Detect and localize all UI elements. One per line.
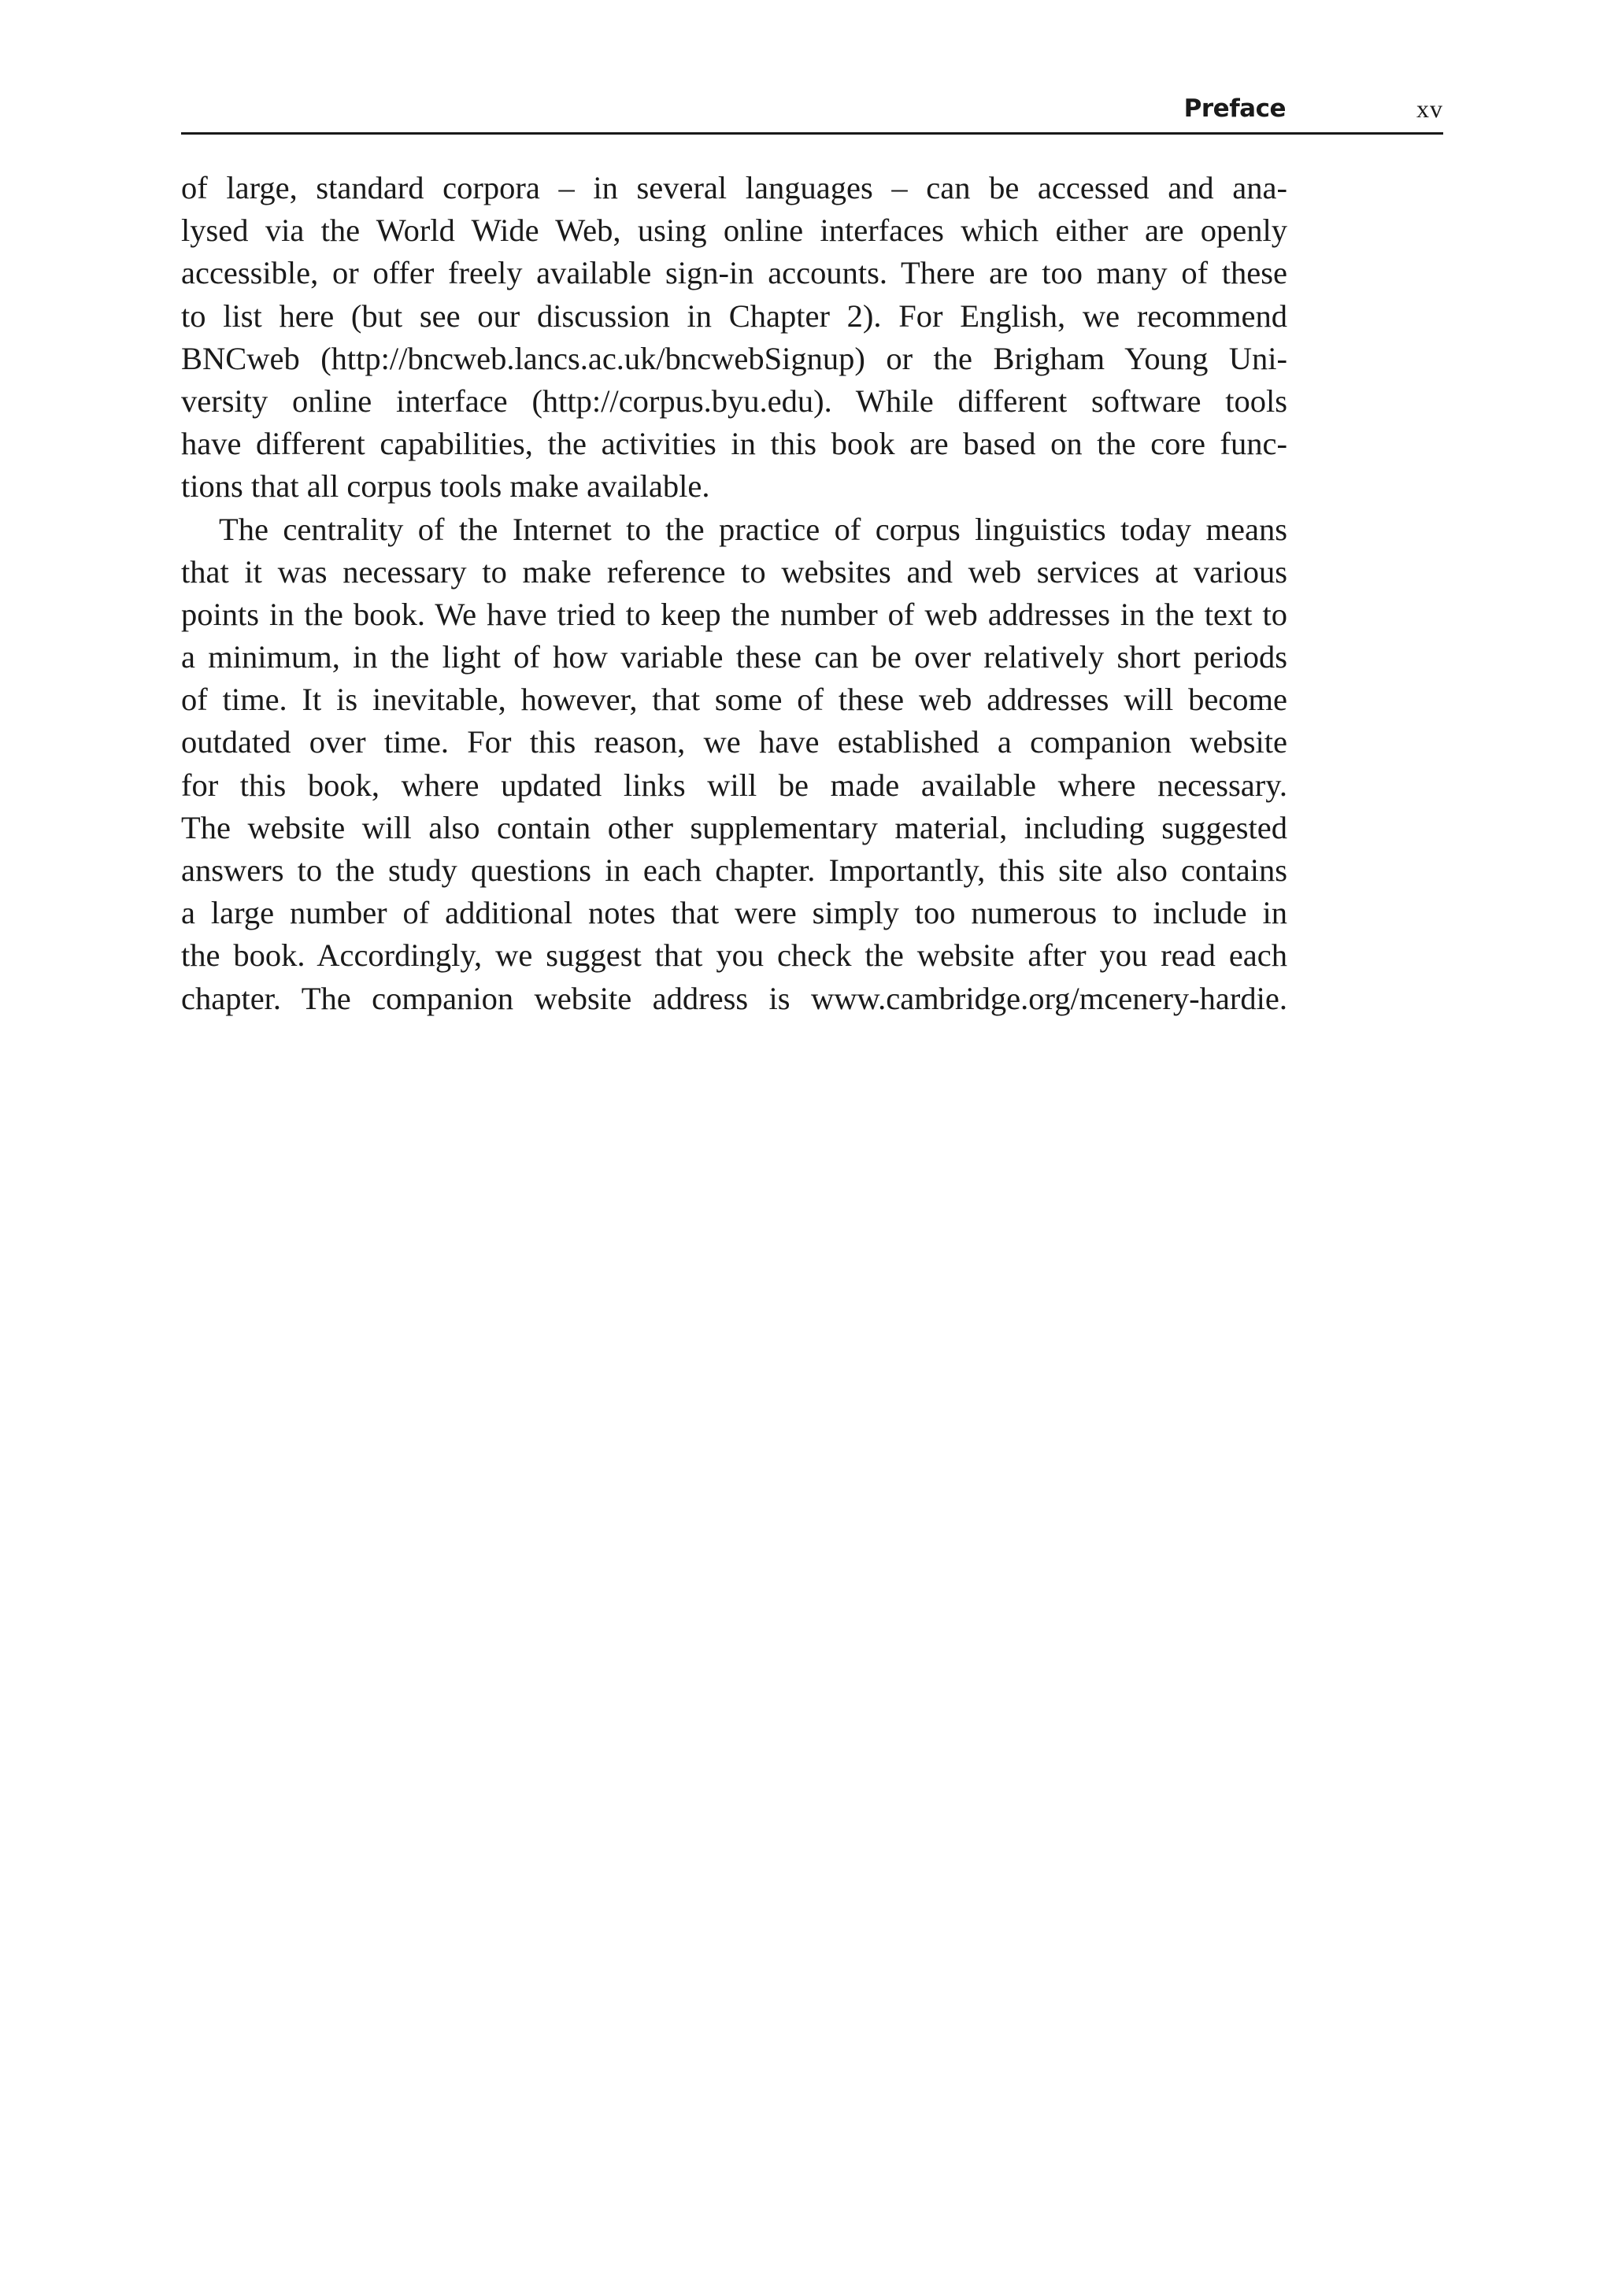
text-line: tions that all corpus tools make available. — [181, 468, 710, 505]
text-line: outdated over time. For this reason, we have established a companion website — [181, 724, 1287, 760]
text-line: that it was necessary to make reference to websites and web services at various — [181, 553, 1287, 590]
text-line: The centrality of the Internet to the practice of corpus linguistics today means — [219, 511, 1287, 547]
text-line: BNCweb (http://bncweb.lancs.ac.uk/bncwebSignup) or the Brigham Young Uni- — [181, 340, 1287, 376]
text-line: accessible, or offer freely available sign-in accounts. There are too many of these — [181, 255, 1287, 291]
text-line: the book. Accordingly, we suggest that you check the website after you read each — [181, 937, 1287, 974]
text-line: to list here (but see our discussion in Chapter 2). For English, we recommend — [181, 298, 1287, 334]
text-line: lysed via the World Wide Web, using online interfaces which either are openly — [181, 213, 1287, 249]
text-line: versity online interface (http://corpus.byu.edu). While different software tools — [181, 383, 1287, 419]
text-line: points in the book. We have tried to keep the number of web addresses in the text to — [181, 596, 1287, 632]
paragraph — [181, 508, 1287, 1020]
text-line: have different capabilities, the activities in this book are based on the core func- — [181, 426, 1287, 462]
text-line: answers to the study questions in each chapter. Importantly, this site also contains — [181, 852, 1287, 888]
text-line: a minimum, in the light of how variable these can be over relatively short periods — [181, 639, 1287, 675]
page-number: xv — [1416, 94, 1443, 123]
running-head — [181, 88, 1443, 135]
body-text — [181, 167, 1287, 1020]
text-line: chapter. The companion website address is www.cambridge.org/mcenery-hardie. — [181, 980, 1287, 1016]
text-line: a large number of additional notes that were simply too numerous to include in — [181, 895, 1287, 931]
text-line: of time. It is inevitable, however, that some of these web addresses will become — [181, 682, 1287, 718]
text-line: The website will also contain other supplementary material, including suggested — [181, 809, 1287, 845]
text-line: of large, standard corpora – in several languages – can be accessed and ana- — [181, 170, 1287, 205]
paragraph — [181, 167, 1287, 508]
text-line: for this book, where updated links will be made available where necessary. — [181, 767, 1287, 803]
running-title: Preface — [1183, 94, 1286, 123]
